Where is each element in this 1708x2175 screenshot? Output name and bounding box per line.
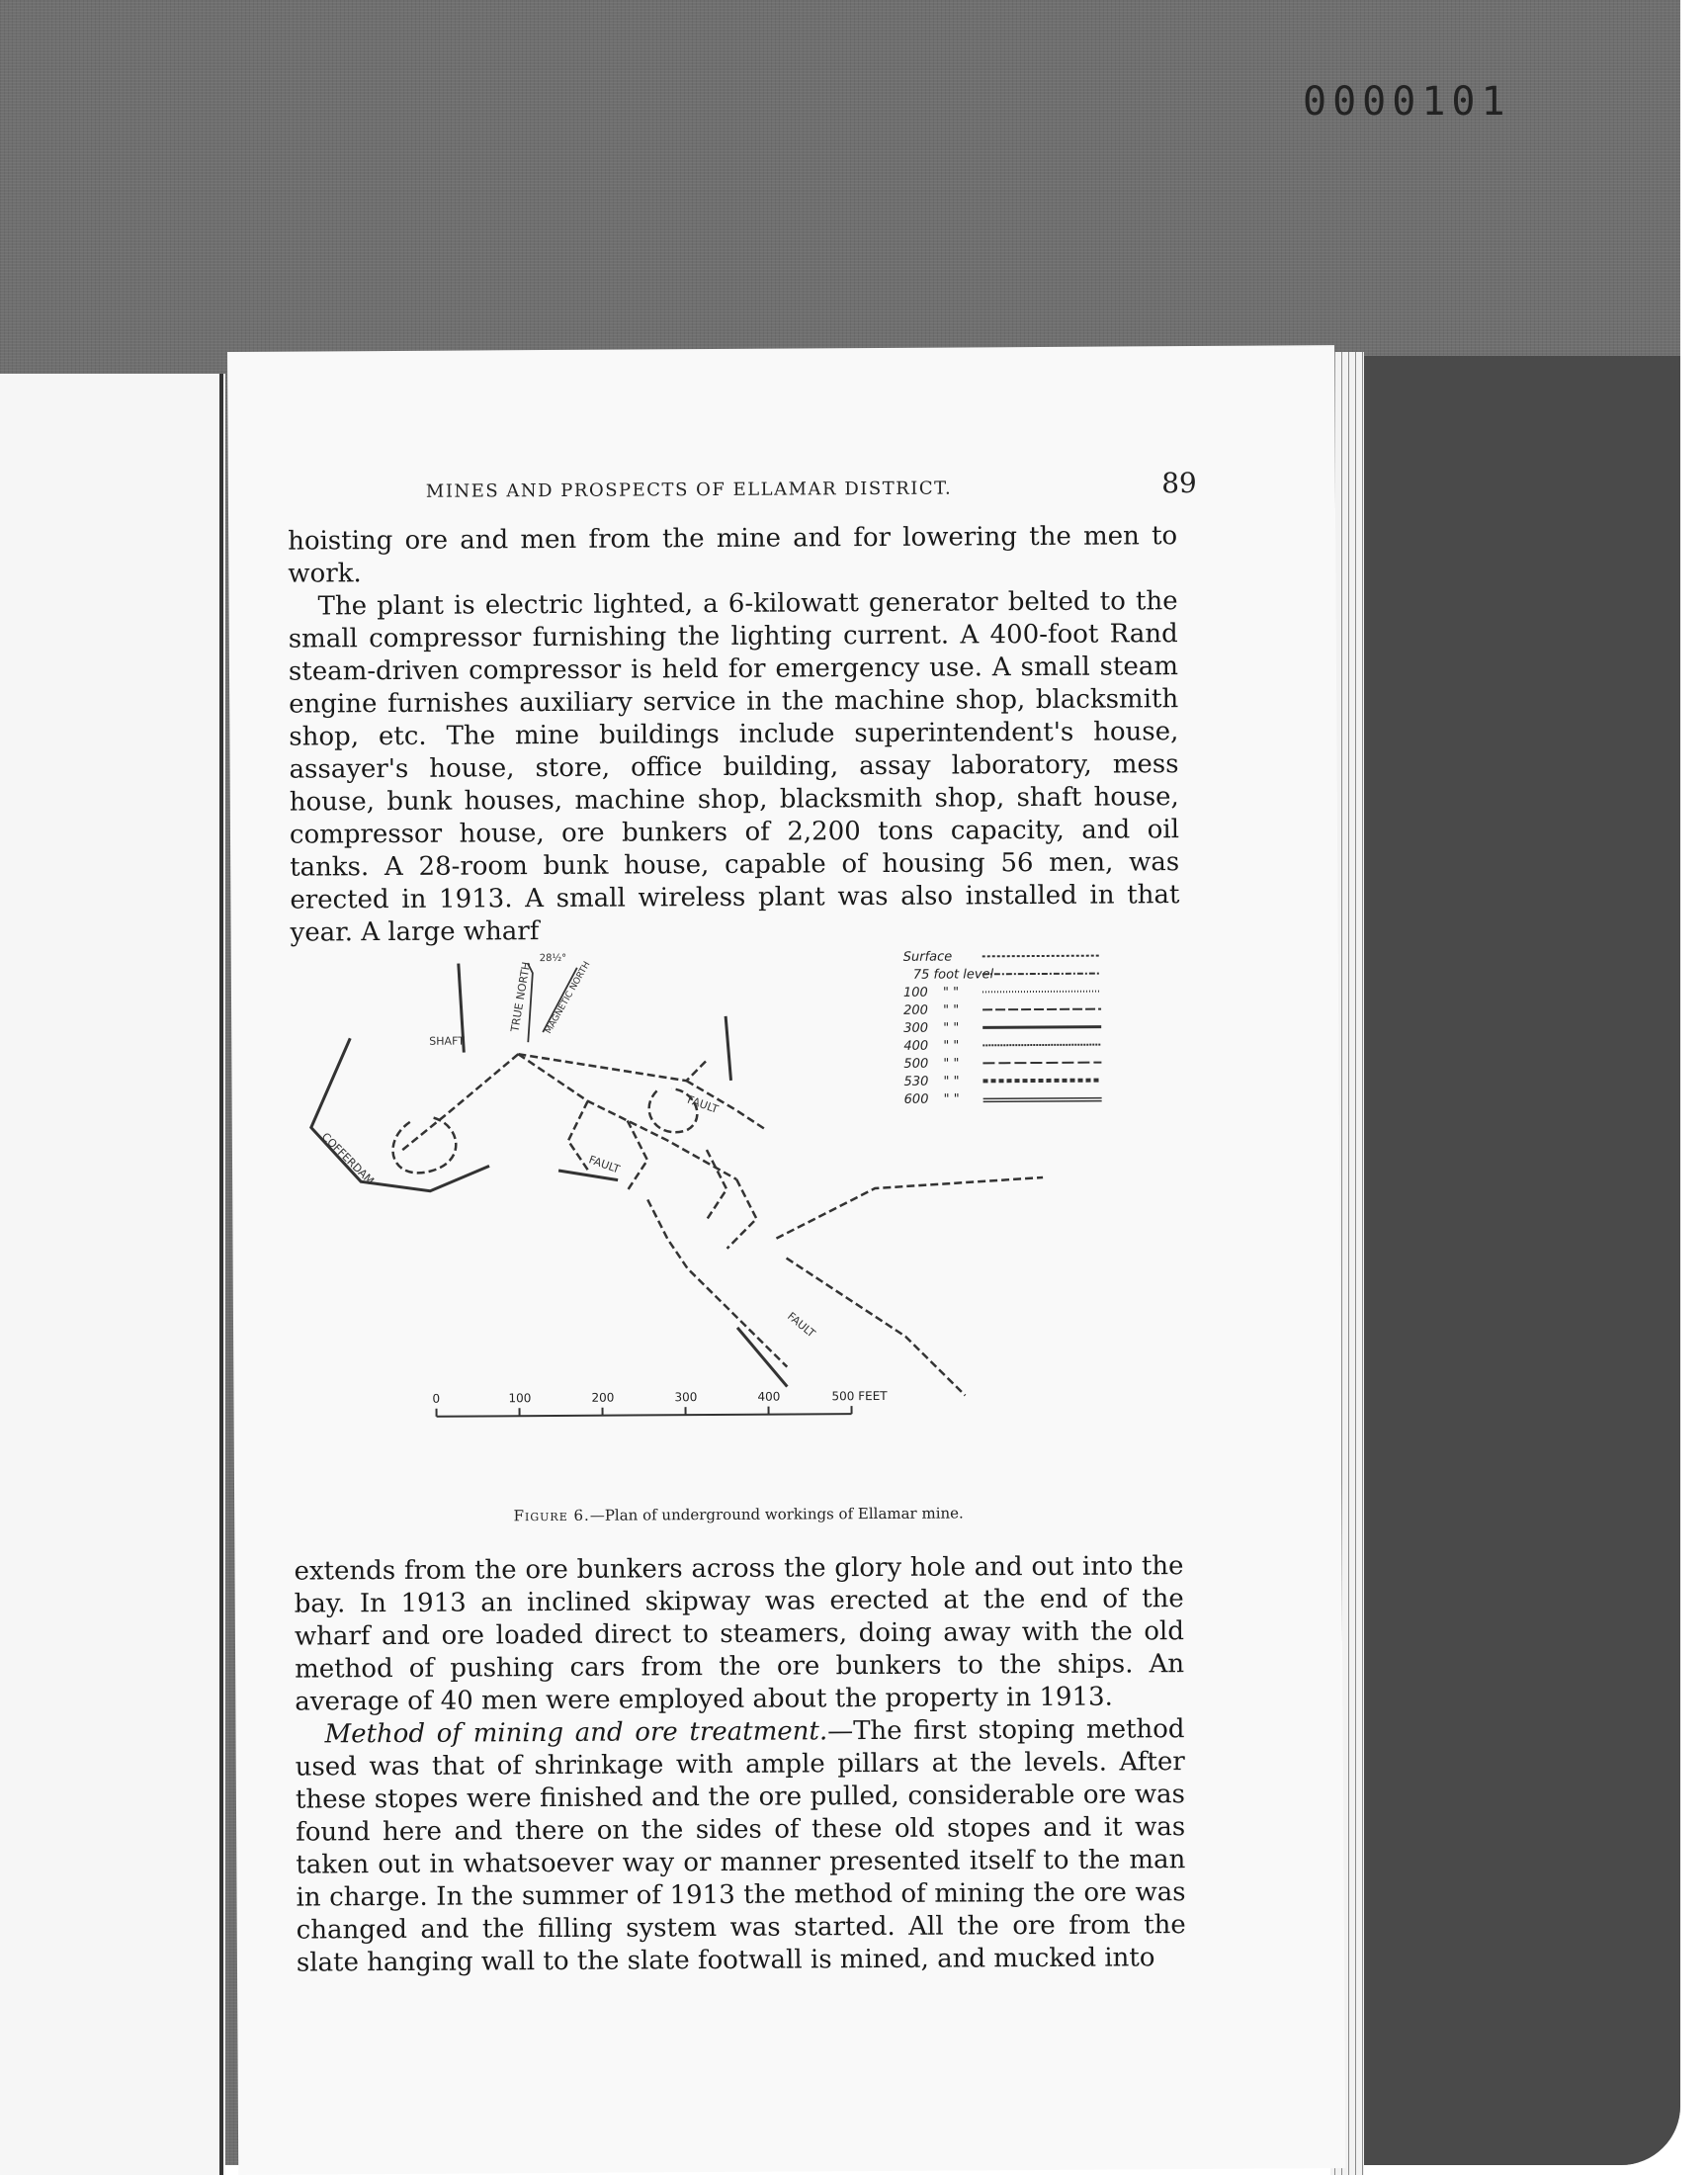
legend-ditto: " ": [942, 985, 960, 1000]
cofferdam-line: [310, 1034, 489, 1191]
legend-label: 600: [903, 1091, 929, 1107]
map-label-fault: FAULT: [785, 1309, 818, 1341]
loop: [392, 1117, 456, 1174]
legend-ditto: " ": [943, 1002, 960, 1018]
legend-ditto: " ": [943, 1091, 960, 1107]
legend-ditto: " ": [943, 1020, 960, 1036]
header-title: MINES AND PROSPECTS OF ELLAMAR DISTRICT.: [425, 478, 953, 502]
map-label-fault: FAULT: [685, 1092, 721, 1116]
figure-caption-text: —Plan of underground workings of Ellamar mine.: [589, 1504, 964, 1524]
legend: [903, 949, 995, 1107]
legend-label: 200: [903, 1002, 928, 1018]
branch-2: [628, 1120, 647, 1189]
legend-line-samples: [982, 956, 1102, 1102]
legend-ditto: " ": [943, 1038, 960, 1054]
scale-label: 200: [591, 1390, 615, 1405]
scale-label: 0: [432, 1391, 441, 1406]
legend-ditto: " ": [943, 1056, 960, 1072]
map-label-cofferdam: COFFERDAM: [318, 1130, 377, 1187]
branch-1: [568, 1101, 588, 1171]
legend-label: 100: [902, 985, 928, 1000]
book-spine: [219, 374, 223, 2175]
map-label-magnetic-north: MAGNETIC NORTH: [544, 960, 593, 1036]
scan-shadow: [1364, 356, 1680, 2165]
legend-label: Surface: [902, 949, 953, 965]
map-label-true-north: TRUE NORTH: [508, 960, 534, 1033]
left-page: [0, 374, 225, 2175]
scale-bar: [437, 1406, 852, 1417]
drift-long: [776, 1177, 1043, 1239]
figure-caption: [234, 1503, 1242, 1526]
running-header: [288, 467, 1197, 512]
legend-label: 400: [903, 1038, 929, 1054]
map-label-shaft: SHAFT: [429, 1034, 465, 1048]
legend-label: 530: [903, 1074, 929, 1089]
section-heading: Method of mining and ore treatment.: [324, 1716, 828, 1750]
paragraph-body: —The first stoping method used was that of shrinkage with ample pillars at the levels. After these stopes were finished and the ore pulled, considerable ore was found here and there on the sides of these old stopes and it was taken out in whatsoever way or manner presented itself to the man in charge. In the summer of 1913 the method of mining the ore was changed and the filling system was started. All the ore from the slate hanging wall to the slate footwall is mined, and mucked into: [295, 1714, 1186, 1978]
text-block-bottom: [294, 1550, 1186, 1979]
paragraph: hoisting ore and men from the mine and for lowering the men to work.: [288, 521, 1178, 589]
branch-4: [726, 1179, 756, 1249]
map-label-declination: 28½°: [539, 952, 567, 965]
legend-label: 300: [903, 1020, 929, 1036]
scale-label: 400: [757, 1389, 781, 1404]
drift-main: [518, 1053, 706, 1082]
legend-ditto: " ": [943, 1074, 960, 1089]
figure-label: Figure 6.: [513, 1506, 590, 1525]
scale-label: 300: [674, 1390, 698, 1405]
book-page: [227, 345, 1345, 2175]
stamp-number: 0000101: [1303, 79, 1511, 125]
legend-label: 500: [903, 1056, 929, 1072]
text-block-top: [288, 520, 1180, 949]
scale-label: 100: [508, 1391, 532, 1406]
legend-label: 75 foot level: [912, 967, 994, 983]
drift-west: [399, 1054, 519, 1152]
map-label-fault: FAULT: [587, 1153, 622, 1176]
drift-south: [647, 1199, 787, 1368]
mine-plan-figure: [291, 939, 1183, 1438]
paragraph: extends from the ore bunkers across the glory hole and out into the bay. In 1913 an inclined skipway was erected at the end of the wharf and ore loaded direct to steamers, doing away with the old method of pushing cars from the ore bunkers to the ships. An average of 40 men were employed about the property in 1913.: [294, 1551, 1185, 1717]
page-number: 89: [1161, 467, 1197, 500]
paragraph: [295, 1713, 1186, 1979]
paragraph: The plant is electric lighted, a 6-kilowatt generator belted to the small compressor furnishing the lighting current. A 400-foot Rand steam-driven compressor is held for emergency use. A small steam engine furnishes auxiliary service in the machine shop, blacksmith shop, etc. The mine buildings include superintendent's house, assayer's house, store, office building, assay laboratory, mess house, bunk houses, machine shop, blacksmith shop, shaft house, compressor house, ore bunkers of 2,200 tons capacity, and oil tanks. A 28-room bunk house, capable of housing 56 men, was erected in 1913. A small wireless plant was also installed in that year. A large wharf: [288, 586, 1180, 948]
raise-2: [726, 1016, 730, 1081]
scale-label: 500 FEET: [831, 1388, 888, 1404]
fault-line-2: [737, 1328, 787, 1387]
branch-3: [707, 1150, 726, 1219]
